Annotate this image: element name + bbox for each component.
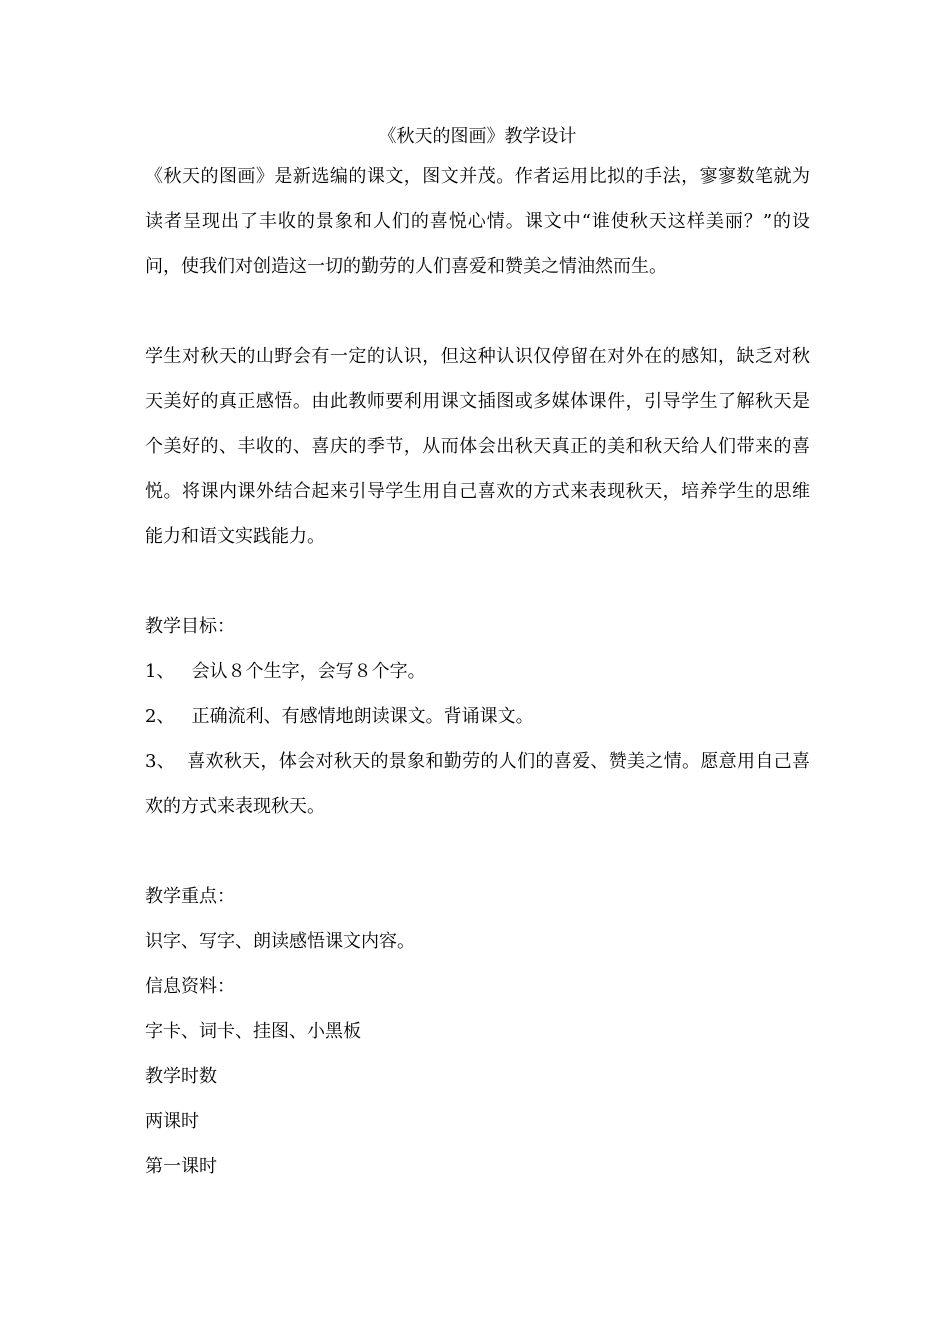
- objective-text: 喜欢秋天，体会对秋天的景象和勤劳的人们的喜爱、赞美之情。愿意用自己喜欢的方式来表现秋天。: [145, 751, 810, 817]
- objective-item-3: [145, 739, 810, 829]
- key-points-heading: 教学重点：: [145, 886, 235, 907]
- objective-item-1: [145, 649, 810, 694]
- resources-text: 字卡、词卡、挂图、小黑板: [145, 1021, 361, 1042]
- key-points-text: 识字、写字、朗读感悟课文内容。: [145, 931, 415, 952]
- objective-number: 2、: [145, 706, 192, 727]
- objective-number: 3、: [145, 751, 188, 772]
- blank-line: [145, 289, 810, 334]
- hours-heading: 教学时数: [145, 1066, 217, 1087]
- objective-text: 正确流利、有感情地朗读课文。背诵课文。: [191, 706, 534, 727]
- hours-text: 两课时: [145, 1111, 199, 1132]
- document-page: [145, 124, 810, 1189]
- blank-line: [145, 829, 810, 874]
- objective-text: 会认８个生字，会写８个字。: [191, 661, 426, 682]
- resources-heading: 信息资料：: [145, 976, 235, 997]
- intro-paragraph: 《秋天的图画》是新选编的课文，图文并茂。作者运用比拟的手法，寥寥数笔就为读者呈现出了丰收的景象和人们的喜悦心情。课文中“谁使秋天这样美丽？”的设问，使我们对创造这一切的勤劳的人们喜爱和赞美之情油然而生。: [145, 166, 810, 277]
- objectives-heading: 教学目标：: [145, 616, 235, 637]
- analysis-paragraph: 学生对秋天的山野会有一定的认识，但这种认识仅停留在对外在的感知，缺乏对秋天美好的真正感悟。由此教师要利用课文插图或多媒体课件，引导学生了解秋天是个美好的、丰收的、喜庆的季节，从而体会出秋天真正的美和秋天给人们带来的喜悦。将课内课外结合起来引导学生用自己喜欢的方式来表现秋天，培养学生的思维能力和语文实践能力。: [145, 346, 810, 547]
- first-lesson-heading: 第一课时: [145, 1156, 217, 1177]
- objective-item-2: [145, 694, 810, 739]
- objective-number: 1、: [145, 661, 192, 682]
- document-title: 《秋天的图画》教学设计: [378, 126, 577, 147]
- blank-line: [145, 559, 810, 604]
